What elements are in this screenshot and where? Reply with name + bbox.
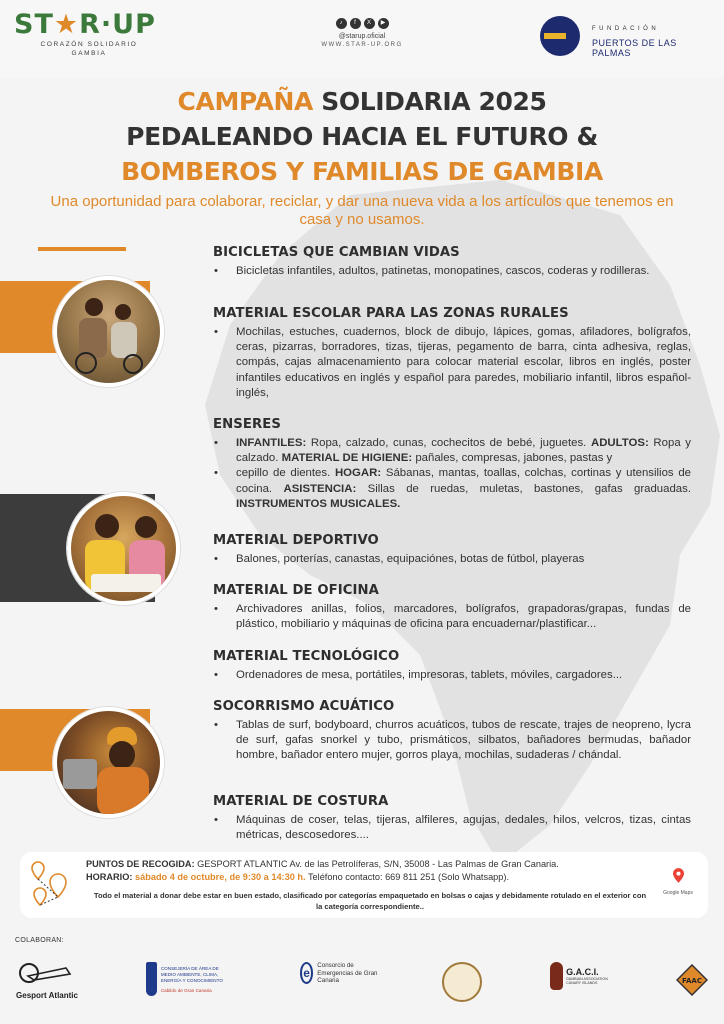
sponsor-gaci-name: G.A.C.I. (566, 966, 599, 977)
gambia-seal-icon (442, 962, 482, 1002)
social-block (312, 18, 412, 50)
section-heading: MATERIAL TECNOLÓGICO (213, 649, 400, 664)
fundacion-emblem-icon (540, 16, 580, 56)
photo-woman-sewing (53, 707, 164, 818)
cabildo-shield-icon (146, 962, 157, 996)
consorcio-logo-icon: e (300, 962, 313, 984)
title-line-2: PEDALEANDO HACIA EL FUTURO & (126, 122, 598, 151)
photo-children-bicycles (53, 276, 164, 387)
youtube-icon[interactable]: ▶ (378, 18, 389, 29)
fundacion-label: FUNDACIÓN (592, 26, 660, 32)
sponsor-gaci-sub: GAMBIAN ASSOCIATION CANARY ISLANDS (566, 976, 608, 985)
title-line-1 (0, 84, 724, 119)
logo-tagline-1: CORAZÓN SOLIDARIO (40, 41, 138, 48)
sponsor-cabildo-name: Cabildo de Gran Canaria (160, 988, 212, 993)
page-title (0, 84, 724, 189)
section-heading: SOCORRISMO ACUÁTICO (213, 699, 395, 714)
section-heading: MATERIAL DEPORTIVO (213, 533, 379, 548)
section-costura (213, 793, 691, 843)
list-item: • Máquinas de coser, telas, tijeras, alfileres, agujas, dedales, hilos, velcros, tizas, cintas métricas, descosedores.... (213, 813, 691, 843)
section-material-escolar (213, 305, 691, 401)
section-heading: ENSERES (213, 417, 281, 432)
gesport-logo-icon (14, 962, 74, 984)
list-item: • Tablas de surf, bodyboard, churros acuáticos, tubos de rescate, trajes de neopreno, lycra de surf, gafas snorkel y tubo, prismáticos, silbatos, bañadores bermudas, bañador hombre, bañador entero mujer, gorros playa, mochilas, sudaderas / chándal. (213, 718, 691, 764)
section-heading: BICICLETAS QUE CAMBIAN VIDAS (213, 245, 460, 260)
sponsor-cabildo-department: CONSEJERÍA DE ÁREA DE MEDIO AMBIENTE, CLIMA, ENERGÍA Y CONOCIMIENTO (160, 966, 223, 983)
tiktok-icon[interactable]: ♪ (336, 18, 347, 29)
sponsor-gesport-name: Gesport Atlantic (16, 991, 78, 1000)
sponsor-cabildo (146, 962, 226, 996)
photo-children-studying (67, 492, 180, 605)
star-icon: ★ (53, 9, 80, 40)
section-heading: MATERIAL DE COSTURA (213, 794, 389, 809)
google-maps-icon (673, 868, 684, 883)
list-item: • Archivadores anillas, folios, marcadores, bolígrafos, grapadoras/grapas, fundas de plástico, mobiliario y máquinas de oficina para encuadernar/plastificar... (213, 602, 691, 632)
donation-note: Todo el material a donar debe estar en buen estado, clasificado por categorías empaquetado en bolsas o cajas y debidamente rotulado en el exterior con la categoría correspondiente.. (93, 891, 647, 911)
fundacion-name: PUERTOS DE LAS PALMAS (592, 38, 677, 58)
title-line-1-orange: CAMPAÑA (177, 87, 313, 116)
faac-label: FAAC (682, 977, 702, 985)
logo-tagline-2: GAMBIA (71, 50, 107, 57)
sponsor-consorcio-name: Consorcio de Emergencias de Gran Canaria (317, 962, 378, 984)
collection-points: PUNTOS DE RECOGIDA: GESPORT ATLANTIC Av. de las Petrolíferas, S/N, 35008 - Las Palmas de Gran Canaria. (86, 859, 559, 869)
sponsor-gesport (14, 962, 80, 1000)
sponsor-consorcio (300, 962, 380, 985)
faac-logo-icon (676, 964, 708, 996)
section-heading: MATERIAL ESCOLAR PARA LAS ZONAS RURALES (213, 306, 569, 321)
section-material-tecnologico (213, 648, 691, 683)
fundacion-logo (540, 16, 715, 60)
section-heading: MATERIAL DE OFICINA (213, 583, 379, 598)
list-item: • INFANTILES: Ropa, calzado, cunas, cochecitos de bebé, juguetes. ADULTOS: Ropa y calzado. MATERIAL DE HIGIENE: pañales, compresas, jabones, pastas y (213, 436, 691, 466)
list-item: • Bicicletas infantiles, adultos, patinetas, monopatines, cascos, coderas y rodilleras. (213, 264, 691, 279)
section-enseres (213, 416, 691, 512)
title-line-3: BOMBEROS Y FAMILIAS DE GAMBIA (121, 157, 603, 186)
collection-info-box (20, 852, 708, 918)
orange-divider (38, 247, 126, 251)
subtitle: Una oportunidad para colaborar, reciclar, y dar una nueva vida a los artículos que tenemos en casa y no usamos. (50, 193, 674, 228)
section-bicicletas (213, 244, 691, 279)
section-socorrismo (213, 698, 691, 764)
africa-map-icon (200, 175, 724, 875)
list-item: • Mochilas, estuches, cuadernos, block de dibujo, lápices, gomas, afiladores, bolígrafos, ceras, pizarras, borradores, tizas, tijeras, pegamento de barra, cinta adhesiva, reglas, compás, cajas almacenamiento para colocar material escolar, libros en inglés, poster infantiles educativos en inglés y español para paredes, mobiliario infantil, libros español-inglés, (213, 325, 691, 401)
starup-logo-wordmark: ST★R·UP (14, 9, 156, 40)
gaci-mask-icon (550, 962, 563, 990)
google-maps-label: Google Maps (663, 890, 693, 896)
collaborators-label: COLABORAN: (15, 937, 64, 944)
facebook-icon[interactable]: f (350, 18, 361, 29)
header (0, 0, 724, 78)
google-maps-link[interactable] (656, 868, 700, 896)
section-material-oficina (213, 582, 691, 632)
sponsor-gaci (550, 962, 620, 990)
section-material-deportivo (213, 532, 691, 567)
website-link[interactable]: WWW.STAR-UP.ORG (321, 42, 403, 48)
x-icon[interactable]: X (364, 18, 375, 29)
location-pins-icon (28, 858, 78, 912)
social-handle[interactable]: @starup.oficial (338, 33, 386, 40)
list-item: • Balones, porterías, canastas, equipaciónes, botas de fútbol, playeras (213, 552, 691, 567)
title-line-1-rest: SOLIDARIA 2025 (312, 87, 547, 116)
starup-logo (14, 10, 174, 68)
schedule: HORARIO: sábado 4 de octubre, de 9:30 a 14:30 h. Teléfono contacto: 669 811 251 (Solo Whatsapp). (86, 872, 510, 882)
list-item: • Ordenadores de mesa, portátiles, impresoras, tablets, móviles, cargadores... (213, 668, 691, 683)
list-item: • cepillo de dientes. HOGAR: Sábanas, mantas, toallas, colchas, cortinas y utensilios de cocina. ASISTENCIA: Sillas de ruedas, muletas, bastones, gafas graduadas. INSTRUMENTOS MUSICALES. (213, 466, 691, 512)
